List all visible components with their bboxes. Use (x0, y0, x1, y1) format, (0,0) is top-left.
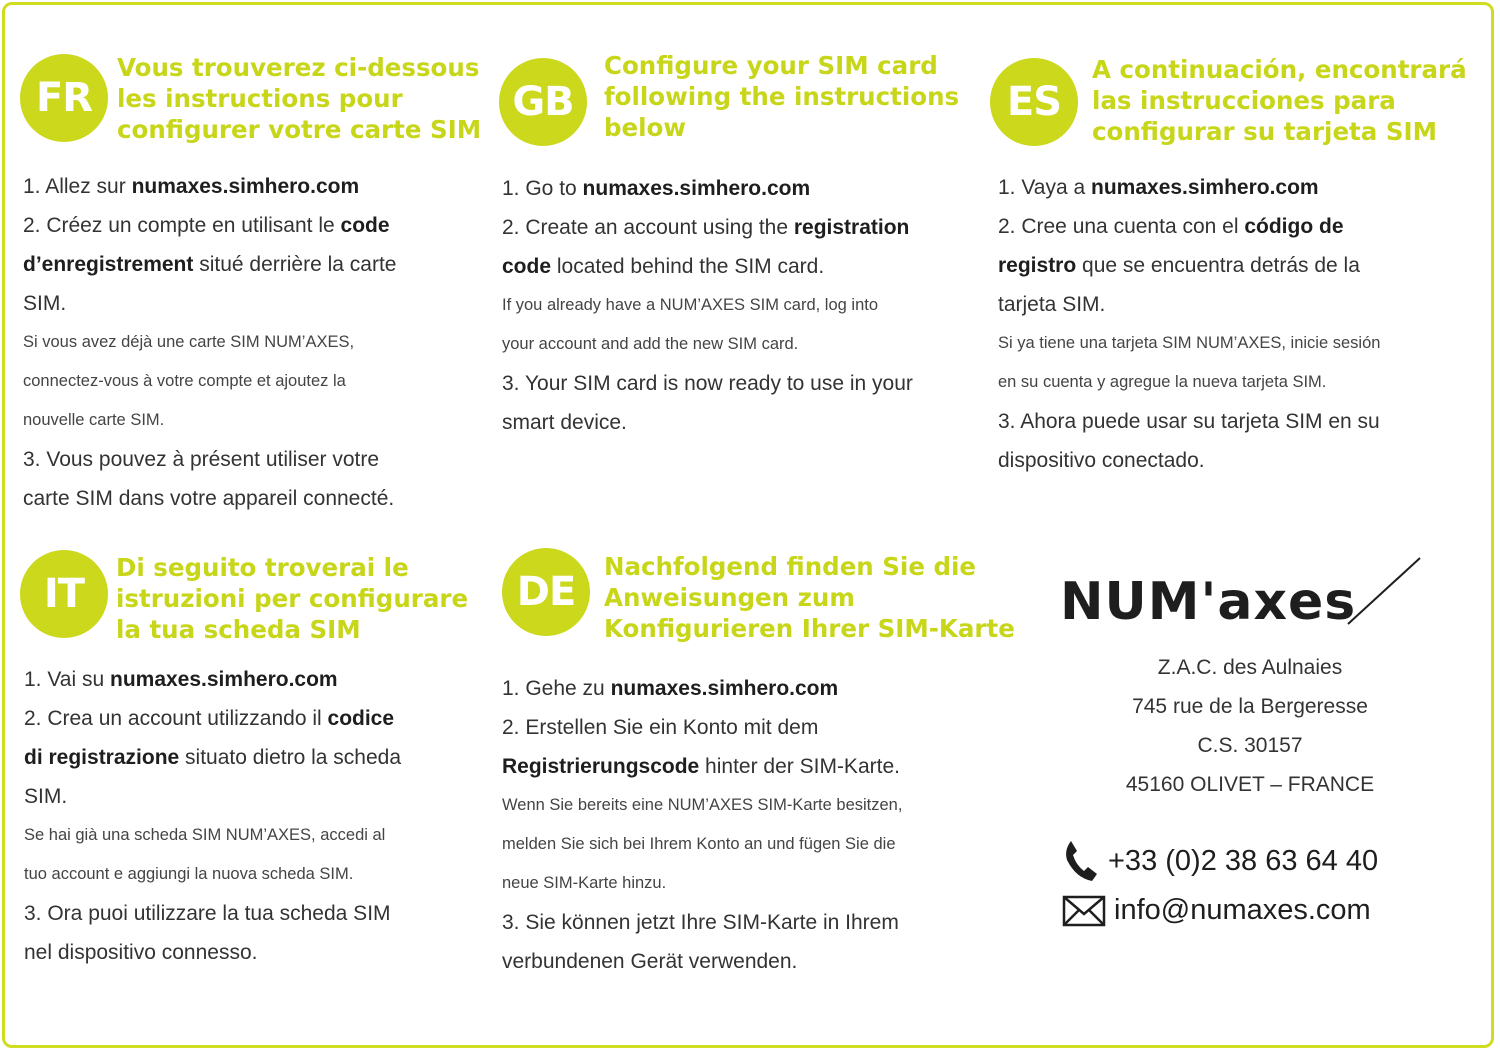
section-header (990, 52, 1470, 152)
instructions: 1. Vaya a numaxes.simhero.com 2. Cree una cuenta con el código de registro que se encuentra detrás de la tarjeta SIM. Si ya tiene una tarjeta SIM NUM’AXES, inicie sesión en su cuenta y agregue la nueva tarjeta SIM. 3. Ahora puede usar su tarjeta SIM en su dispositivo conectado. (998, 168, 1380, 480)
step-2: 2. Create an account using the registration (502, 216, 910, 239)
step-2: 2. Cree una cuenta con el código de (998, 215, 1344, 238)
website-link: numaxes.simhero.com (110, 668, 338, 691)
step-3: 3. Sie können jetzt Ihre SIM-Karte in Ihrem (502, 911, 899, 934)
note: If you already have a NUM’AXES SIM card, log into (502, 296, 879, 314)
step-1: 1. Go to numaxes.simhero.com (502, 177, 811, 200)
instructions: 1. Gehe zu numaxes.simhero.com 2. Erstellen Sie ein Konto mit dem Registrierungscode hinter der SIM-Karte. Wenn Sie bereits eine NUM’AXES SIM-Karte besitzen, melden Sie sich bei Ihrem Konto an und fügen Sie die neue SIM-Karte hinzu. 3. Sie können jetzt Ihre SIM-Karte in Ihrem verbundenen Gerät verwenden. (502, 669, 902, 981)
section-header (502, 548, 1022, 648)
instructions: 1. Go to numaxes.simhero.com 2. Create an account using the registration code located behind the SIM card. If you already have a NUM’AXES SIM card, log into your account and add the new SIM card. 3. Your SIM card is now ready to use in your smart device. (502, 169, 913, 442)
website-link: numaxes.simhero.com (582, 177, 811, 200)
section-header (20, 52, 490, 152)
language-badge-es: ES (990, 58, 1078, 146)
phone-icon (1062, 838, 1100, 884)
step-1: 1. Vai su numaxes.simhero.com (24, 668, 338, 691)
envelope-icon (1062, 895, 1106, 927)
section-header (20, 550, 490, 650)
step-2: 2. Créez un compte en utilisant le code (23, 214, 390, 237)
instructions: 1. Allez sur numaxes.simhero.com 2. Créez un compte en utilisant le code d’enregistrement situé derrière la carte SIM. Si vous avez déjà une carte SIM NUM’AXES, connectez-vous à votre compte et ajoutez la nouvelle carte SIM. 3. Vous pouvez à présent utiliser votre carte SIM dans votre appareil connecté. (23, 167, 396, 518)
note: Wenn Sie bereits eine NUM’AXES SIM-Karte besitzen, (502, 796, 903, 814)
step-2: 2. Erstellen Sie ein Konto mit dem (502, 716, 819, 739)
step-3: 3. Your SIM card is now ready to use in your (502, 372, 913, 395)
section-title: Configure your SIM card following the instructions below (604, 51, 960, 142)
phone-number[interactable]: +33 (0)2 38 63 64 40 (1108, 844, 1379, 877)
language-badge-gb: GB (499, 58, 587, 146)
numaxes-logo (1058, 556, 1448, 636)
language-badge-it: IT (20, 550, 108, 638)
section-fr (20, 52, 490, 510)
note: Si vous avez déjà une carte SIM NUM’AXES, (23, 333, 355, 351)
language-badge-de: DE (502, 548, 590, 636)
step-3: 3. Ahora puede usar su tarjeta SIM en su (998, 410, 1380, 433)
website-link: numaxes.simhero.com (1091, 176, 1319, 199)
svg-text:NUM'axes: NUM'axes (1060, 572, 1357, 632)
note: Se hai già una scheda SIM NUM’AXES, accedi al (24, 826, 386, 844)
step-1: 1. Allez sur numaxes.simhero.com (23, 175, 360, 198)
step-1: 1. Gehe zu numaxes.simhero.com (502, 677, 839, 700)
language-badge-fr: FR (20, 54, 108, 142)
email-contact (1062, 894, 1371, 927)
section-title: Nachfolgend finden Sie die Anweisungen zum Konfigurieren Ihrer SIM-Karte (604, 552, 1015, 643)
section-es (990, 52, 1470, 472)
email-address[interactable]: info@numaxes.com (1114, 894, 1371, 926)
step-3: 3. Ora puoi utilizzare la tua scheda SIM (24, 902, 391, 925)
website-link: numaxes.simhero.com (131, 175, 360, 198)
website-link: numaxes.simhero.com (610, 677, 839, 700)
section-title: A continuación, encontrará las instrucciones para configurar su tarjeta SIM (1092, 55, 1467, 146)
phone-contact (1062, 838, 1378, 884)
note: Si ya tiene una tarjeta SIM NUM’AXES, inicie sesión (998, 334, 1381, 352)
step-1: 1. Vaya a numaxes.simhero.com (998, 176, 1319, 199)
instructions: 1. Vai su numaxes.simhero.com 2. Crea un account utilizzando il codice di registrazione situato dietro la scheda SIM. Se hai già una scheda SIM NUM’AXES, accedi al tuo account e aggiungi la nuova scheda SIM. 3. Ora puoi utilizzare la tua scheda SIM nel dispositivo connesso. (24, 660, 401, 972)
step-3: 3. Vous pouvez à présent utiliser votre (23, 448, 380, 471)
step-2: 2. Crea un account utilizzando il codice (24, 707, 395, 730)
section-gb (499, 51, 979, 434)
company-address: Z.A.C. des Aulnaies 745 rue de la Bergeresse C.S. 30157 45160 OLIVET – FRANCE (1125, 656, 1375, 796)
section-de (502, 548, 1022, 973)
section-it (20, 550, 490, 964)
section-header (499, 52, 979, 152)
section-title: Di seguito troverai le istruzioni per configurare la tua scheda SIM (116, 553, 469, 644)
section-title: Vous trouverez ci-dessous les instructions pour configurer votre carte SIM (117, 53, 482, 144)
